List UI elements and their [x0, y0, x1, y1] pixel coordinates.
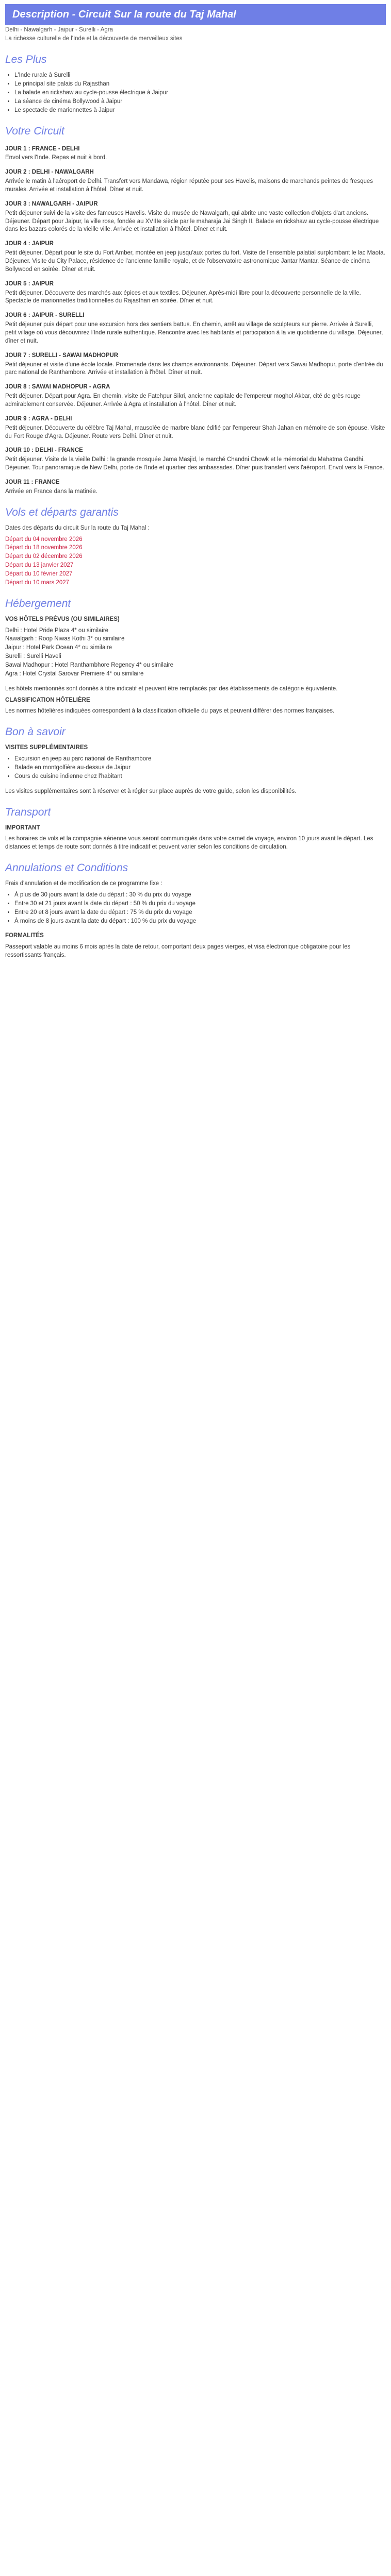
plus-list [5, 72, 386, 114]
page [0, 4, 391, 960]
annulation-heading: Annulations et Conditions [5, 862, 128, 874]
dates-list [5, 536, 386, 587]
day-title: JOUR 7 : SURELLI - SAWAI MADHOPUR [5, 352, 119, 359]
circuit-heading: Votre Circuit [5, 125, 64, 137]
hotels-subheading: VOS HÔTELS PRÉVUS (OU SIMILAIRES) [5, 616, 120, 622]
dates-intro: Dates des départs du circuit Sur la route du Taj Mahal : [5, 524, 150, 531]
day-text: Arrivée le matin à l'aéroport de Delhi. Transfert vers Mandawa, région réputée pour ses Havelis, maisons de marchands peintes de fresques murales. Arrivée et installation à l'hôtel. Dîner et nuit. [5, 178, 373, 193]
annulation-list [5, 891, 386, 925]
date-item: Départ du 18 novembre 2026 [5, 545, 83, 551]
day-text: Arrivée en France dans la matinée. [5, 488, 97, 495]
day-title: JOUR 1 : FRANCE - DELHI [5, 145, 80, 152]
date-item: Départ du 10 février 2027 [5, 571, 73, 578]
day-title: JOUR 8 : SAWAI MADHOPUR - AGRA [5, 384, 110, 391]
transport-heading: Transport [5, 806, 51, 818]
day-title: JOUR 9 : AGRA - DELHI [5, 415, 72, 422]
day-title: JOUR 5 : JAIPUR [5, 280, 54, 287]
tagline: La richesse culturelle de l'Inde et la découverte de merveilleux sites [5, 36, 183, 42]
hebergement-heading: Hébergement [5, 597, 71, 609]
bon-item: • Balade en montgolfière au-dessus de Jaipur [14, 764, 386, 772]
plus-heading: Les Plus [5, 54, 47, 66]
day-text: Petit déjeuner. Départ pour Agra. En chemin, visite de Fatehpur Sikri, ancienne capitale de l'empereur moghol Akbar, cité de grès rouge admirablement conservée. Déjeuner. Arrivée à Agra et installation à l'hôtel. Dîner et nuit. [5, 393, 361, 408]
route-line: Delhi - Nawalgarh - Jaipur - Surelli - Agra [5, 26, 113, 33]
plus-item: • La balade en rickshaw au cycle-pousse électrique à Jaipur [14, 89, 386, 97]
date-item: Départ du 13 janvier 2027 [5, 562, 74, 569]
bon-list [5, 755, 386, 781]
day-text: Petit déjeuner suivi de la visite des fameuses Havelis. Visite du musée de Nawalgarh, qui abrite une vaste collection d'objets d'art anciens. Déjeuner. Départ pour Jaipur, la ville rose, fondée au XVIIIe siècle par le maharaja Jai Singh II. Balade en rickshaw au cycle-pousse électrique dans les bazars colorés de la vieille ville. Arrivée et installation à l'hôtel. Dîner et nuit. [5, 210, 379, 233]
hotel-item: Agra : Hotel Crystal Sarovar Premiere 4* ou similaire [5, 670, 144, 677]
annulation-item: • Entre 30 et 21 jours avant la date du départ : 50 % du prix du voyage [14, 900, 386, 908]
transport-text: Les horaires de vols et la compagnie aérienne vous seront communiqués dans votre carnet de voyage, environ 10 jours avant le départ. Les distances et temps de route sont donnés à titre indicatif et peuvent varier selon les conditions de circulation. [5, 836, 373, 851]
day-title: JOUR 6 : JAIPUR - SURELLI [5, 312, 85, 319]
hotel-item: Jaipur : Hotel Park Ocean 4* ou similaire [5, 645, 112, 651]
formalites-heading: FORMALITÉS [5, 933, 44, 939]
classification-text: Les normes hôtelières indiquées correspondent à la classification officielle du pays et peuvent différer des normes françaises. [5, 708, 335, 715]
day-title: JOUR 4 : JAIPUR [5, 241, 54, 247]
page-title: Description - Circuit Sur la route du Taj Mahal [5, 4, 386, 25]
date-item: Départ du 10 mars 2027 [5, 579, 70, 586]
date-item: Départ du 04 novembre 2026 [5, 536, 83, 543]
hotel-item: Delhi : Hotel Pride Plaza 4* ou similaire [5, 627, 109, 634]
annulation-item: • À moins de 8 jours avant la date du départ : 100 % du prix du voyage [14, 918, 386, 926]
day-text: Petit déjeuner. Visite de la vieille Delhi : la grande mosquée Jama Masjid, le marché Chandni Chowk et le mémorial du Mahatma Gandhi. Déjeuner. Tour panoramique de New Delhi, porte de l'Inde et quartier des ambassades. Dîner puis transfert vers l'aéroport. Envol vers la France. [5, 456, 384, 471]
day-title: JOUR 2 : DELHI - NAWALGARH [5, 169, 94, 176]
plus-item: • Le spectacle de marionnettes à Jaipur [14, 107, 386, 115]
transport-subheading: IMPORTANT [5, 824, 40, 831]
plus-item: • La séance de cinéma Bollywood à Jaipur [14, 98, 386, 106]
annulation-item: • À plus de 30 jours avant la date du départ : 30 % du prix du voyage [14, 891, 386, 900]
day-text: Petit déjeuner et visite d'une école locale. Promenade dans les champs environnants. Déjeuner. Départ vers Sawai Madhopur, porte d'entrée du parc national de Ranthambore. Arrivée et installation à l'hôtel. Dîner et nuit. [5, 361, 383, 376]
day-text: Petit déjeuner puis départ pour une excursion hors des sentiers battus. En chemin, arrêt au village de sculpteurs sur pierre. Arrivée à Surelli, petit village où vous découvrirez l'Inde rurale authentique. Rencontre avec les habitants et participation à la vie quotidienne du village. Déjeuner, dîner et nuit. [5, 321, 383, 344]
plus-item: • L'Inde rurale à Surelli [14, 72, 386, 80]
day-text: Petit déjeuner. Départ pour le site du Fort Amber, montée en jeep jusqu'aux portes du fort. Visite de l'ensemble palatial surplombant le lac Maota. Déjeuner. Visite du City Palace, résidence de l'ancienne famille royale, et de l'observatoire astronomique Jantar Mantar. Séance de cinéma Bollywood en soirée. Dîner et nuit. [5, 250, 385, 273]
hotels-note: Les hôtels mentionnés sont donnés à titre indicatif et peuvent être remplacés par des établissements de catégorie équivalente. [5, 685, 338, 692]
plus-item: • Le principal site palais du Rajasthan [14, 80, 386, 89]
classification-heading: CLASSIFICATION HÔTELIÈRE [5, 697, 90, 703]
annulation-item: • Entre 20 et 8 jours avant la date du départ : 75 % du prix du voyage [14, 909, 386, 917]
day-title: JOUR 3 : NAWALGARH - JAIPUR [5, 200, 98, 207]
bon-item: • Excursion en jeep au parc national de Ranthambore [14, 755, 386, 764]
day-text: Envol vers l'Inde. Repas et nuit à bord. [5, 155, 107, 161]
hotel-item: Sawai Madhopur : Hotel Ranthambhore Regency 4* ou similaire [5, 662, 174, 669]
bon-heading: Bon à savoir [5, 726, 66, 738]
hotel-item: Surelli : Surelli Haveli [5, 653, 61, 660]
date-item: Départ du 02 décembre 2026 [5, 553, 83, 560]
day-title: JOUR 10 : DELHI - FRANCE [5, 447, 83, 454]
bon-text: Les visites supplémentaires sont à réserver et à régler sur place auprès de votre guide, selon les disponibilités. [5, 788, 297, 794]
hotels-list [5, 627, 386, 679]
annulation-text: Frais d'annulation et de modification de ce programme fixe : [5, 880, 162, 887]
day-title: JOUR 11 : FRANCE [5, 479, 60, 486]
day-text: Petit déjeuner. Découverte des marchés aux épices et aux textiles. Déjeuner. Après-midi libre pour la découverte personnelle de la ville. Spectacle de marionnettes traditionnelles du Rajasthan en soirée. Dîner et nuit. [5, 290, 361, 304]
dates-heading: Vols et départs garantis [5, 506, 119, 518]
hotel-item: Nawalgarh : Roop Niwas Kothi 3* ou similaire [5, 636, 125, 642]
day-text: Petit déjeuner. Découverte du célèbre Taj Mahal, mausolée de marbre blanc édifié par l'empereur Shah Jahan en mémoire de son épouse. Visite du Fort Rouge d'Agra. Déjeuner. Route vers Delhi. Dîner et nuit. [5, 425, 385, 439]
bon-item: • Cours de cuisine indienne chez l'habitant [14, 773, 386, 781]
formalites-text: Passeport valable au moins 6 mois après la date de retour, comportant deux pages vierges, et visa électronique obligatoire pour les ressortissants français. [5, 944, 351, 959]
bon-subheading: VISITES SUPPLÉMENTAIRES [5, 744, 88, 751]
